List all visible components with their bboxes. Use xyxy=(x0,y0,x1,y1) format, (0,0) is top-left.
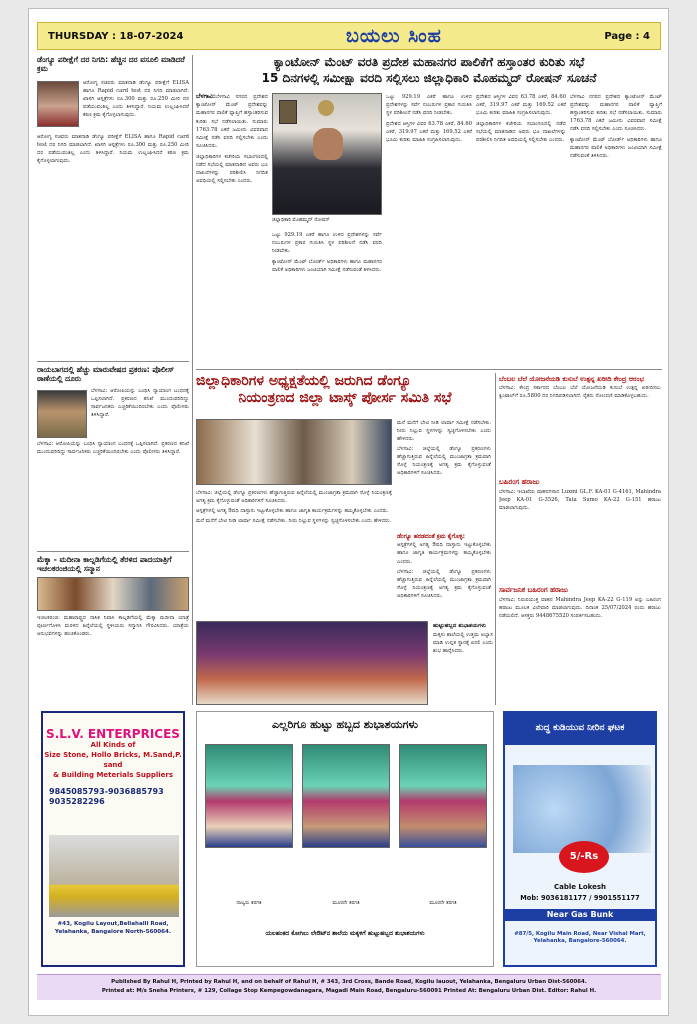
lead-body-part-e: ಕ್ಯಾಂಟೋನ್ ಮೆಂಟ್ ಬೋರ್ಡ್ ಅಧಿಕಾರಿಗಳು ಹಾಗೂ ಮಹಾನಗರ ಪಾಲಿಕೆ ಅಧಿಕಾರಿಗಳು ಜಂಟಿಯಾಗಿ ಸಮೀಕ್ಷೆ ನಡೆಸುವಂತೆ ತಿಳಿಸಿದರು. xyxy=(272,259,382,274)
left-story3-body: ಇಚಲಕರಂಜಿ: ಮಹಾರಾಷ್ಟ್ರದ ನಾಸಿಕ ನಿವಾಸಿ ಕಾಲ್ನಡಿಗೆಯಲ್ಲಿ ಮೆಕ್ಕಾ ಮದೀನಾ ಯಾತ್ರೆ ಪೂರ್ಣಗೊಳಿಸಿ ಮರಳಿದ ಹಿನ್ನೆಲೆಯಲ್ಲಿ ಸ್ಥಳೀಯರು ಸನ್ಮಾನಿಸಿ ಗೌರವಿಸಿದರು. ಯಾತ್ರೆಯ ಅನುಭವಗಳನ್ನು ಹಂಚಿಕೊಂಡರು. xyxy=(37,615,189,638)
left-story3-headline: ಮೆಕ್ಕಾ - ಮದೀನಾ ಕಾಲ್ನಡಿಗೆಯಲ್ಲಿ ತೆರಳಿದ ಪಾದಯಾತ್ರಿಗೆ ಇಚಲಕರಂಜಿಯಲ್ಲಿ ಸನ್ಮಾನ xyxy=(37,555,172,574)
left-column xyxy=(37,55,189,705)
water-ad-landmark: Near Gas Bunk xyxy=(505,909,655,921)
dengue-body-part-a3: ಬೆಳಗಾವಿ: ಜಿಲ್ಲೆಯಲ್ಲಿ ಡೆಂಗ್ಯೂ ಪ್ರಕರಣಗಳು ಹೆಚ್ಚಾಗುತ್ತಿರುವ ಹಿನ್ನೆಲೆಯಲ್ಲಿ ಮುಂಜಾಗ್ರತಾ ಕ್ರಮವಾಗಿ ಸೊಳ್ಳೆ ನಿಯಂತ್ರಣಕ್ಕೆ ಅಗತ್ಯ ಕ್ರಮ ಕೈಗೊಳ್ಳುವಂತೆ ಅಧಿಕಾರಿಗಳಿಗೆ ಸೂಚಿಸಿದರು. xyxy=(397,568,491,599)
dengue-body-part-a: ಬೆಳಗಾವಿ: ಜಿಲ್ಲೆಯಲ್ಲಿ ಡೆಂಗ್ಯೂ ಪ್ರಕರಣಗಳು ಹೆಚ್ಚಾಗುತ್ತಿರುವ ಹಿನ್ನೆಲೆಯಲ್ಲಿ ಮುಂಜಾಗ್ರತಾ ಕ್ರಮವಾಗಿ ಸೊಳ್ಳೆ ನಿಯಂತ್ರಣಕ್ಕೆ ಅಗತ್ಯ ಕ್ರಮ ಕೈಗೊಳ್ಳುವಂತೆ ಅಧಿಕಾರಿಗಳಿಗೆ ಸೂಚಿಸಿದರು. xyxy=(196,490,392,505)
school-event-photo xyxy=(196,621,428,705)
left-story2-photo xyxy=(37,390,87,438)
slv-ad-line2: Size Stone, Hollo Bricks, M.Sand,P. sand xyxy=(44,751,182,769)
left-story2-headline: ರಾಯಬಾಗದಲ್ಲಿ ಹೆಚ್ಚು ಮಾರುವೇಷದ ಪ್ರಕರಣ: ಪೊಲೀಸ್ ಠಾಣೆಯಲ್ಲಿ ದೂರು xyxy=(37,365,175,384)
birthday-block xyxy=(196,711,494,967)
lead-body-part-c2: ಒಟ್ಟು 929.19 ಎಕರೆ ಹಾಗೂ ಉಳಿದ ಪ್ರದೇಶಗಳನ್ನು ಸರ್ವೆ ನಂಬರುಗಳ ಪ್ರಕಾರ ಗುರುತಿಸಿ ಸ್ಥಳ ಪರಿಶೀಲನೆ ನಡೆಸಿ ವರದಿ ನೀಡಬೇಕು. xyxy=(386,94,472,117)
water-ad-contact: Cable Lokesh xyxy=(553,883,607,891)
slv-ad-phone2: 9035282296 xyxy=(49,796,105,806)
water-ad-mobile: Mob: 9036181177 / 9901551177 xyxy=(520,894,640,902)
dengue-body xyxy=(196,489,392,609)
dengue-body-part-a2: ಬೆಳಗಾವಿ: ಜಿಲ್ಲೆಯಲ್ಲಿ ಡೆಂಗ್ಯೂ ಪ್ರಕರಣಗಳು ಹೆಚ್ಚಾಗುತ್ತಿರುವ ಹಿನ್ನೆಲೆಯಲ್ಲಿ ಮುಂಜಾಗ್ರತಾ ಕ್ರಮವಾಗಿ ಸೊಳ್ಳೆ ನಿಯಂತ್ರಣಕ್ಕೆ ಅಗತ್ಯ ಕ್ರಮ ಕೈಗೊಳ್ಳುವಂತೆ ಅಧಿಕಾರಿಗಳಿಗೆ ಸೂಚಿಸಿದರು. xyxy=(397,446,491,477)
dengue-body-part-c2: ಆಸ್ಪತ್ರೆಗಳಲ್ಲಿ ಅಗತ್ಯ ಔಷಧಿ ದಾಸ್ತಾನು ಇಟ್ಟುಕೊಳ್ಳಬೇಕು ಹಾಗೂ ಜಾಗೃತಿ ಕಾರ್ಯಕ್ರಮಗಳನ್ನು ಹಮ್ಮಿಕೊಳ್ಳಬೇಕು ಎಂದರು. xyxy=(397,542,491,565)
lead-dateline: ಬೆಳಗಾವಿ: xyxy=(196,93,216,100)
left-story1-body-b: ಆರೋಗ್ಯ ಸಚಿವರು ಮಾತನಾಡಿ ಡೆಂಗ್ಯೂ ಪರೀಕ್ಷೆಗೆ ELISA ಹಾಗೂ Rapid card test ದರ ನಿಗದಿ ಮಾಡಲಾಗಿದೆ. ಖಾಸಗಿ ಆಸ್ಪತ್ರೆಗಳು ರೂ.300 ಮತ್ತು ರೂ.250 ಮೀರಿ ದರ ಪಡೆಯುವಂತಿಲ್ಲ ಎಂದು ತಿಳಿಸಿದ್ದಾರೆ. ನಿಯಮ ಉಲ್ಲಂಘಿಸಿದರೆ ಕಠಿಣ ಕ್ರಮ ಕೈಗೊಳ್ಳಲಾಗುವುದು. xyxy=(37,134,189,165)
school-event-note-head: ಹುಟ್ಟುಹಬ್ಬದ ಶುಭಾಶಯಗಳು xyxy=(433,623,486,629)
dengue-col-right-bottom xyxy=(397,531,491,621)
construction-vehicles-image xyxy=(49,835,179,917)
issue-date: THURSDAY : 18-07-2024 xyxy=(48,30,184,42)
masthead xyxy=(37,22,661,50)
lead-body-part-a2: ಬೆಳಗಾವಿ ನಗರದ ಪ್ರದೇಶದ ಕ್ಯಾಂಟೋನ್ ಮೆಂಟ್ ಪ್ರದೇಶವನ್ನು ಮಹಾನಗರ ಪಾಲಿಕೆ ವ್ಯಾಪ್ತಿಗೆ ಹಸ್ತಾಂತರಿಸುವ ಕುರಿತು ಸಭೆ ನಡೆಸಲಾಯಿತು. ಸುಮಾರು 1763.78 ಎಕರೆ ಜಮೀನು ವಿವರವಾದ ಸಮೀಕ್ಷೆ ನಡೆಸಿ ವರದಿ ಸಲ್ಲಿಸಬೇಕು ಎಂದು ಸೂಚಿಸಿದರು. xyxy=(570,94,662,133)
newspaper-page xyxy=(28,8,669,1016)
birthday-photo-3 xyxy=(399,744,487,848)
lead-body-part-c: ಒಟ್ಟು 929.19 ಎಕರೆ ಹಾಗೂ ಉಳಿದ ಪ್ರದೇಶಗಳನ್ನು ಸರ್ವೆ ನಂಬರುಗಳ ಪ್ರಕಾರ ಗುರುತಿಸಿ ಸ್ಥಳ ಪರಿಶೀಲನೆ ನಡೆಸಿ ವರದಿ ನೀಡಬೇಕು. xyxy=(272,232,382,255)
birthday-kid-2-label: ಮೂರನೇ ತರಗತಿ xyxy=(332,900,360,906)
framed-portrait-image xyxy=(279,100,297,124)
birthday-caption: ಯಲಹಂಕದ ಕೋಗಿಲು ಲೇಔಟ್‌ನ ಶಾಲೆಯ ಮಕ್ಕಳಿಗೆ ಹುಟ್ಟುಹಬ್ಬದ ಶುಭಾಶಯಗಳು xyxy=(265,930,425,937)
dengue-col-right-top xyxy=(397,419,491,529)
emblem-icon xyxy=(318,100,334,116)
imprint-line-2: Printed at: M/s Sneha Printers, # 129, Collage Stop Kempegowdanagara, Magadi Main Road, Bengaluru-560091 Printed At: Bengaluru Urban Dist. Editor: Rahul H. xyxy=(101,987,597,994)
right-column xyxy=(499,373,661,705)
dengue-headline-block xyxy=(196,373,494,415)
left-story1-headline: ಡೆಂಗ್ಯೂ ಪರೀಕ್ಷೆಗೆ ದರ ನಿಗದಿ: ಹೆಚ್ಚಿನ ದರ ವಸೂಲಿ ಮಾಡಿದರೆ ಕ್ರಮ xyxy=(37,55,185,74)
water-price-badge: 5/-Rs xyxy=(559,841,609,873)
lead-body-part-d2: ಪ್ರದೇಶದ ಆಸ್ತಿಗಳ ವಿವರ 63.78 ಎಕರೆ, 84.60 ಎಕರೆ, 319.97 ಎಕರೆ ಮತ್ತು 169.52 ಎಕರೆ ಭೂಮಿ ಕುರಿತು ಮಾಹಿತಿ ಸಂಗ್ರಹಿಸಲಾಗುವುದು. xyxy=(476,94,566,117)
lead-col-2 xyxy=(272,231,382,365)
lead-body-part-b2: ಜಿಲ್ಲಾಧಿಕಾರಿಗಳ ಕಚೇರಿಯ ಸಭಾಂಗಣದಲ್ಲಿ ನಡೆದ ಸಭೆಯಲ್ಲಿ ಮಾತನಾಡಿದ ಅವರು ಭೂ ದಾಖಲೆಗಳನ್ನು ಪರಿಶೀಲಿಸಿ ನಿಗದಿತ ಅವಧಿಯಲ್ಲಿ ಸಲ್ಲಿಸಬೇಕು ಎಂದರು. xyxy=(476,121,566,144)
lead-headline-1: ಕ್ಯಾಂಟೋನ್ ಮೆಂಟ್ ವರತಿ ಪ್ರದೇಶ ಮಹಾನಗರ ಪಾಲಿಕೆಗೆ ಹಸ್ತಾಂತರ ಕುರಿತು ಸಭೆ xyxy=(273,55,585,69)
newspaper-title: ಬಯಲು ಸಿಂಹ xyxy=(345,25,442,47)
lead-col-4 xyxy=(476,93,566,365)
collector-photo xyxy=(272,93,382,215)
school-event-note xyxy=(433,621,493,705)
lead-story xyxy=(196,55,662,365)
dengue-body-part-b: ಮನೆ ಮನೆಗೆ ಭೇಟಿ ನೀಡಿ ಲಾರ್ವಾ ಸಮೀಕ್ಷೆ ನಡೆಸಬೇಕು. ನೀರು ನಿಲ್ಲುವ ಸ್ಥಳಗಳನ್ನು ಸ್ವಚ್ಛಗೊಳಿಸಬೇಕು ಎಂದು ಹೇಳಿದರು. xyxy=(397,420,491,443)
left-story1-photo xyxy=(37,81,79,127)
lead-body-part-a: ಬೆಳಗಾವಿ ನಗರದ ಪ್ರದೇಶದ ಕ್ಯಾಂಟೋನ್ ಮೆಂಟ್ ಪ್ರದೇಶವನ್ನು ಮಹಾನಗರ ಪಾಲಿಕೆ ವ್ಯಾಪ್ತಿಗೆ ಹಸ್ತಾಂತರಿಸುವ ಕುರಿತು ಸಭೆ ನಡೆಸಲಾಯಿತು. ಸುಮಾರು 1763.78 ಎಕರೆ ಜಮೀನು ವಿವರವಾದ ಸಮೀಕ್ಷೆ ನಡೆಸಿ ವರದಿ ಸಲ್ಲಿಸಬೇಕು ಎಂದು ಸೂಚಿಸಿದರು. xyxy=(196,94,268,149)
lead-headline-2: 15 ದಿನಗಳಲ್ಲಿ ಸಮೀಕ್ಷಾ ವರದಿ ಸಲ್ಲಿಸಲು ಜಿಲ್ಲಾಧಿಕಾರಿ ಮೊಹಮ್ಮದ್ ರೋಷನ್ ಸೂಚನೆ xyxy=(261,71,597,86)
left-story2-body-b: ಬೆಳಗಾವಿ: ಆರೋಪಿಯನ್ನು ಬಂಧಿಸಿ ನ್ಯಾಯಾಂಗ ಬಂಧನಕ್ಕೆ ಒಪ್ಪಿಸಲಾಗಿದೆ. ಪ್ರಕರಣದ ತನಿಖೆ ಮುಂದುವರಿದಿದ್ದು ಸಾರ್ವಜನಿಕರು ಎಚ್ಚರಿಕೆಯಿಂದಿರಬೇಕು ಎಂದು ಪೊಲೀಸರು ತಿಳಿಸಿದ್ದಾರೆ. xyxy=(37,441,189,456)
birthday-kid-3-label: ಮೂರನೇ ತರಗತಿ xyxy=(429,900,457,906)
person-image xyxy=(313,128,343,160)
birthday-photo-2 xyxy=(302,744,390,848)
page-number: Page : 4 xyxy=(604,30,650,42)
lead-col-1 xyxy=(196,93,268,365)
collector-photo-caption: ಜಿಲ್ಲಾಧಿಕಾರಿ ಮೊಹಮ್ಮದ್ ರೋಷನ್ xyxy=(272,217,330,223)
lead-body-part-d: ಪ್ರದೇಶದ ಆಸ್ತಿಗಳ ವಿವರ 63.78 ಎಕರೆ, 84.60 ಎಕರೆ, 319.97 ಎಕರೆ ಮತ್ತು 169.52 ಎಕರೆ ಭೂಮಿ ಕುರಿತು ಮಾಹಿತಿ ಸಂಗ್ರಹಿಸಲಾಗುವುದು. xyxy=(386,121,472,144)
right-story2-headline: ಬಹಿರಂಗ ಹರಾಜು xyxy=(499,478,540,487)
dengue-body-part-b3: ಮನೆ ಮನೆಗೆ ಭೇಟಿ ನೀಡಿ ಲಾರ್ವಾ ಸಮೀಕ್ಷೆ ನಡೆಸಬೇಕು. ನೀರು ನಿಲ್ಲುವ ಸ್ಥಳಗಳನ್ನು ಸ್ವಚ್ಛಗೊಳಿಸಬೇಕು ಎಂದು ಹೇಳಿದರು. xyxy=(196,518,392,525)
water-cans-image xyxy=(513,765,651,853)
lead-col-5 xyxy=(570,93,662,365)
imprint-footer xyxy=(37,974,661,1000)
lead-col-3 xyxy=(386,93,472,365)
dengue-headline-2: ನಿಯಂತ್ರಣದ ಜಿಲ್ಲಾ ಟಾಸ್ಕ್ ಪೋರ್ಸ ಸಮಿತಿ ಸಭೆ xyxy=(238,389,452,406)
right-story1-headline: ಬೆಂಬಲ ಬೆಲೆ ಯೋಜನೆಯಡಿ ಕುಸುಬೆ ಉತ್ಪನ್ನ ಖರೀದಿ ಕೇಂದ್ರ ಆರಂಭ xyxy=(499,375,644,383)
slv-ad-line3: & Building Meterials Suppliers xyxy=(52,770,174,779)
slv-ad-name: S.L.V. ENTERPRICES xyxy=(46,727,180,741)
imprint-line-1: Published By Rahul H, Printed by Rahul H, and on behalf of Rahul H, # 343, 3rd Cross, Bande Road, Kogilu lauout, Yelahanka, Bengaluru Urban Dist-560064. xyxy=(111,979,587,985)
birthday-kid-1-label: ನಾಲ್ವರು ತರಗತಿ xyxy=(236,900,262,906)
water-ad-address: #87/5, Kogilu Main Road, Near Vishal Mart, Yelahanka, Bangalore-560064. xyxy=(514,931,646,945)
dengue-body-part-c: ಆಸ್ಪತ್ರೆಗಳಲ್ಲಿ ಅಗತ್ಯ ಔಷಧಿ ದಾಸ್ತಾನು ಇಟ್ಟುಕೊಳ್ಳಬೇಕು ಹಾಗೂ ಜಾಗೃತಿ ಕಾರ್ಯಕ್ರಮಗಳನ್ನು ಹಮ್ಮಿಕೊಳ್ಳಬೇಕು ಎಂದರು. xyxy=(196,508,389,515)
left-story2-body-a: ಬೆಳಗಾವಿ: ಆರೋಪಿಯನ್ನು ಬಂಧಿಸಿ ನ್ಯಾಯಾಂಗ ಬಂಧನಕ್ಕೆ ಒಪ್ಪಿಸಲಾಗಿದೆ. ಪ್ರಕರಣದ ತನಿಖೆ ಮುಂದುವರಿದಿದ್ದು ಸಾರ್ವಜನಿಕರು ಎಚ್ಚರಿಕೆಯಿಂದಿರಬೇಕು ಎಂದು ಪೊಲೀಸರು ತಿಳಿಸಿದ್ದಾರೆ. xyxy=(91,388,189,419)
right-story3-body: ಬೆಳಗಾವಿ: ನಿರುಪಯುಕ್ತ ವಾಹನ Mahindra Jeep KA-22 G-119 ಅನ್ನು ಬಹಿರಂಗ ಹರಾಜು ಮೂಲಕ ವಿಲೇವಾರಿ ಮಾಡಲಾಗುವುದು. ದಿನಾಂಕ 25/07/2024 ರಂದು ಹರಾಜು ನಡೆಯಲಿದೆ. ಆಸಕ್ತರು 9448675520 ಸಂಪರ್ಕಿಸಬಹುದು. xyxy=(499,596,661,619)
left-story3-photo xyxy=(37,577,189,611)
school-event-note-body: ಮಕ್ಕಳು ಶಾಲೆಯಲ್ಲಿ ಉತ್ತಮ ಅಭ್ಯಾಸ ಮಾಡಿ ಉನ್ನತ ಸ್ಥಾನಕ್ಕೆ ಏರಲಿ ಎಂದು ಶುಭ ಹಾರೈಸಿದರು. xyxy=(433,631,493,654)
slv-enterprises-ad xyxy=(41,711,185,967)
lead-body-part-e2: ಕ್ಯಾಂಟೋನ್ ಮೆಂಟ್ ಬೋರ್ಡ್ ಅಧಿಕಾರಿಗಳು ಹಾಗೂ ಮಹಾನಗರ ಪಾಲಿಕೆ ಅಧಿಕಾರಿಗಳು ಜಂಟಿಯಾಗಿ ಸಮೀಕ್ಷೆ ನಡೆಸುವಂತೆ ತಿಳಿಸಿದರು. xyxy=(570,137,662,160)
slv-ad-line1: All Kinds of xyxy=(90,741,136,750)
slv-ad-address: #43, Kogilu Layout,Bellahalli Road, Yelahanka, Bangalore North-560064. xyxy=(54,921,172,935)
birthday-banner: ಎಲ್ಲರಿಗೂ ಹುಟ್ಟು ಹಬ್ಬದ ಶುಭಾಶಯಗಳು xyxy=(272,718,418,731)
right-story2-body: ಬೆಳಗಾವಿ: ಇಲಾಖೆಯ ವಾಹನಗಳಾದ Luxmi GL.F. KA-01 G-4161, Mahindra Jeep KA-01 G-3526, Tata Sumo KA-22 G-151 ಹರಾಜು ಮಾಡಲಾಗುವುದು. xyxy=(499,489,661,512)
birthday-photo-1 xyxy=(205,744,293,848)
dengue-meeting-photo xyxy=(196,419,392,485)
slv-ad-phone1: 9845085793-9036885793 xyxy=(49,786,164,796)
right-story1-body: ಬೆಳಗಾವಿ: ಕೇಂದ್ರ ಸರ್ಕಾರದ ಬೆಂಬಲ ಬೆಲೆ ಯೋಜನೆಯಡಿ ಕುಸುಬೆ ಉತ್ಪನ್ನ ಖರೀದಿಸಲು ಕ್ವಿಂಟಾಲ್‌ಗೆ ರೂ.5800 ದರ ನಿಗದಿಪಡಿಸಲಾಗಿದೆ. ರೈತರು ನೋಂದಣಿ ಮಾಡಿಕೊಳ್ಳಬಹುದು. xyxy=(499,385,661,400)
lead-body-part-b: ಜಿಲ್ಲಾಧಿಕಾರಿಗಳ ಕಚೇರಿಯ ಸಭಾಂಗಣದಲ್ಲಿ ನಡೆದ ಸಭೆಯಲ್ಲಿ ಮಾತನಾಡಿದ ಅವರು ಭೂ ದಾಖಲೆಗಳನ್ನು ಪರಿಶೀಲಿಸಿ ನಿಗದಿತ ಅವಧಿಯಲ್ಲಿ ಸಲ್ಲಿಸಬೇಕು ಎಂದರು. xyxy=(196,153,268,184)
dengue-subhead: ಡೆಂಗ್ಯೂ ಹರಡದಂತೆ ಕ್ರಮ ಕೈಗೊಳ್ಳಿ: xyxy=(397,533,465,540)
water-ad-banner: ಶುದ್ಧ ಕುಡಿಯುವ ನೀರಿನ ಘಟಕ xyxy=(505,713,655,745)
water-plant-ad xyxy=(503,711,657,967)
left-story1-body-a: ಆರೋಗ್ಯ ಸಚಿವರು ಮಾತನಾಡಿ ಡೆಂಗ್ಯೂ ಪರೀಕ್ಷೆಗೆ ELISA ಹಾಗೂ Rapid card test ದರ ನಿಗದಿ ಮಾಡಲಾಗಿದೆ. ಖಾಸಗಿ ಆಸ್ಪತ್ರೆಗಳು ರೂ.300 ಮತ್ತು ರೂ.250 ಮೀರಿ ದರ ಪಡೆಯುವಂತಿಲ್ಲ ಎಂದು ತಿಳಿಸಿದ್ದಾರೆ. ನಿಯಮ ಉಲ್ಲಂಘಿಸಿದರೆ ಕಠಿಣ ಕ್ರಮ ಕೈಗೊಳ್ಳಲಾಗುವುದು. xyxy=(83,80,189,119)
dengue-headline-1: ಜಿಲ್ಲಾಧಿಕಾರಿಗಳ ಅಧ್ಯಕ್ಷತೆಯಲ್ಲಿ ಜರುಗಿದ ಡೆಂಗ್ಯೂ xyxy=(196,373,412,389)
right-story3-headline: ಸಾರ್ವಜನಿಕ ಬಹಿರಂಗ ಹರಾಜು xyxy=(499,586,569,595)
